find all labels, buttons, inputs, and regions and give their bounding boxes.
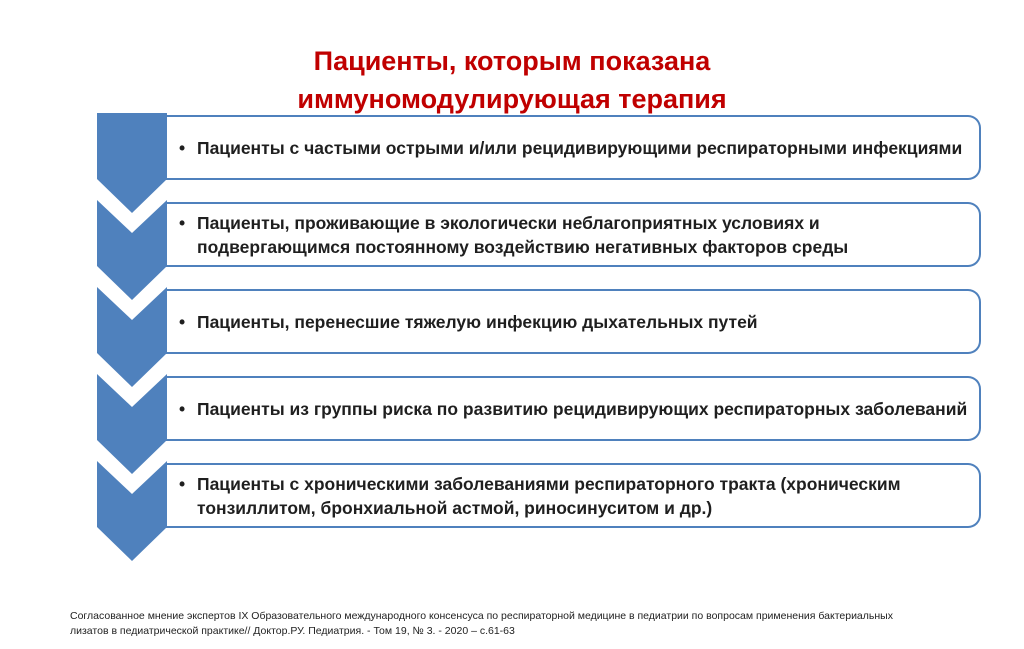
chevron-arrow-icon <box>97 287 167 387</box>
title-line-2: иммуномодулирующая терапия <box>297 84 727 114</box>
bullet-icon: • <box>179 311 186 332</box>
title-line-1: Пациенты, которым показана <box>313 46 711 76</box>
chevron-arrow-icon <box>97 461 167 561</box>
bullet-icon: • <box>179 398 186 419</box>
list-item-label: Пациенты, проживающие в экологически неблагоприятных условиях и подвергающимся постоянному воздействию негативных факторов среды <box>197 212 849 257</box>
list-item-label: Пациенты из группы риска по развитию рецидивирующих респираторных заболеваний <box>197 398 968 419</box>
reference-line-2: лизатов в педиатрической практике// Доктор.РУ. Педиатрия. - Том 19, № 3. - 2020 – с.61-63 <box>70 625 515 637</box>
list-item-label: Пациенты, перенесшие тяжелую инфекцию дыхательных путей <box>197 311 758 332</box>
chevron-arrow-icon <box>97 200 167 300</box>
list-item-label: Пациенты с хроническими заболеваниями респираторного тракта (хроническим тонзиллитом, бронхиальной астмой, риносинуситом и др.) <box>197 473 901 518</box>
list-item-label: Пациенты с частыми острыми и/или рецидивирующими респираторными инфекциями <box>197 137 963 158</box>
bullet-icon: • <box>179 473 186 494</box>
chevron-arrow-icon <box>97 374 167 474</box>
bullet-icon: • <box>179 137 186 158</box>
bullet-icon: • <box>179 212 186 233</box>
reference-line-1: Согласованное мнение экспертов IX Образовательного международного консенсуса по респираторной медицине в педиатрии по вопросам применения бактериальных <box>70 610 893 622</box>
reference-citation <box>70 609 970 639</box>
chevron-arrow-icon <box>97 113 167 213</box>
